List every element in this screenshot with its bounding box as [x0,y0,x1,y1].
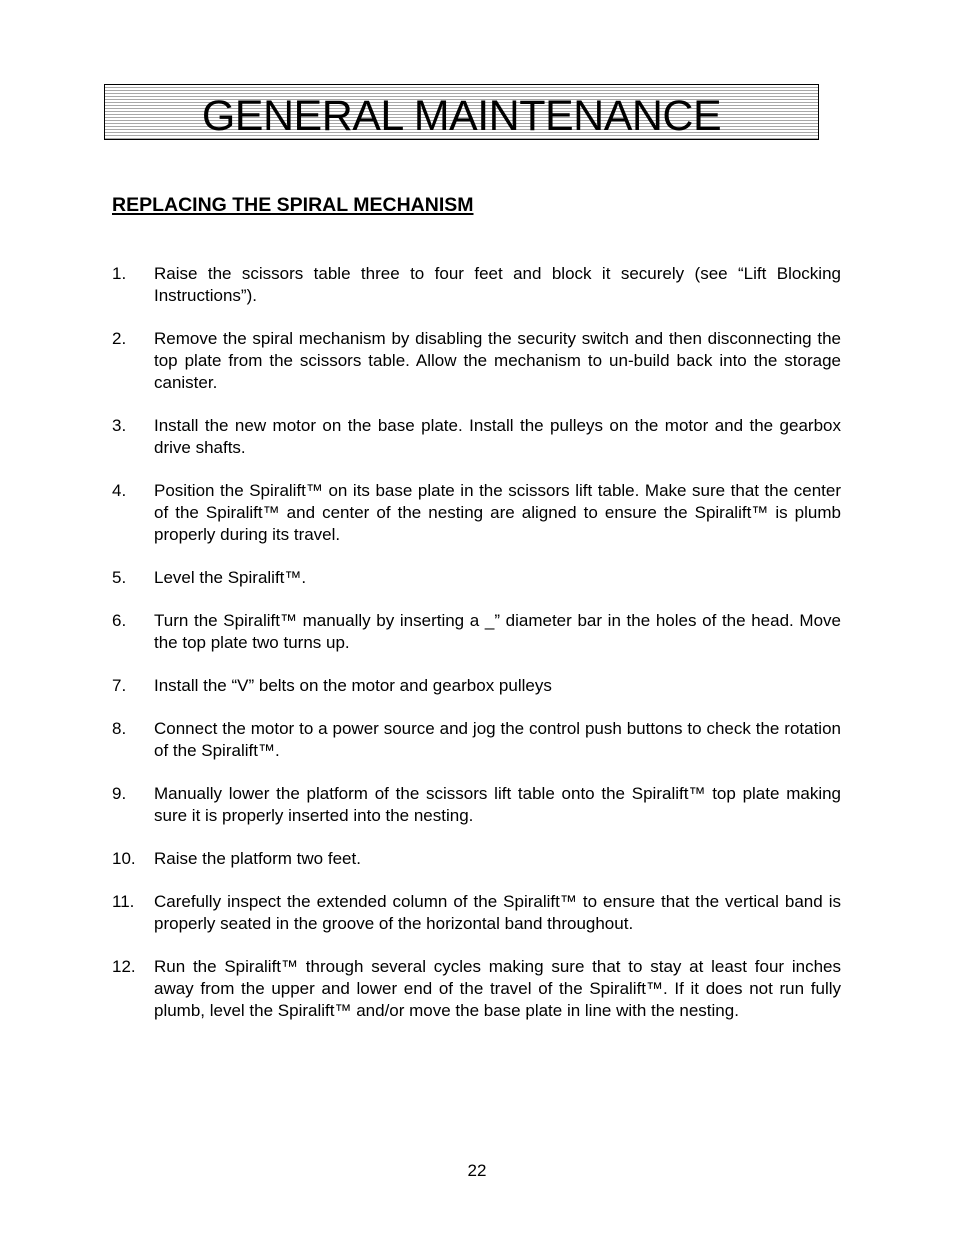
step-item [112,891,841,935]
steps-list [112,263,841,1043]
step-number: 3. [112,416,127,435]
step-text: Install the new motor on the base plate. Install the pulleys on the motor and the gearbox drive shafts. [154,416,841,457]
step-item [112,848,841,870]
page-number: 22 [467,1161,487,1180]
step-item [112,415,841,459]
step-item [112,610,841,654]
step-number: 8. [112,719,127,738]
title-banner [104,84,819,140]
step-text: Run the Spiralift™ through several cycles making sure that to stay at least four inches away from the upper and lower end of the travel of the Spiralift™. If it does not run fully plumb, level the Spiralift™ and/or move the base plate in line with the nesting. [154,957,841,1020]
step-number: 12. [112,957,136,976]
step-item [112,480,841,546]
step-text: Raise the scissors table three to four feet and block it securely (see “Lift Blocking Instructions”). [154,264,841,305]
step-item [112,263,841,307]
step-number: 6. [112,611,127,630]
step-item [112,956,841,1022]
page-title: GENERAL MAINTENANCE [201,92,722,140]
step-number: 10. [112,849,136,868]
step-text: Install the “V” belts on the motor and gearbox pulleys [154,676,552,695]
section-heading: REPLACING THE SPIRAL MECHANISM [112,194,474,216]
step-number: 9. [112,784,127,803]
step-text: Raise the platform two feet. [154,849,361,868]
step-number: 2. [112,329,127,348]
step-text: Turn the Spiralift™ manually by inserting a _” diameter bar in the holes of the head. Move the top plate two turns up. [154,611,841,652]
step-text: Manually lower the platform of the scissors lift table onto the Spiralift™ top plate making sure it is properly inserted into the nesting. [154,784,841,825]
step-text: Remove the spiral mechanism by disabling the security switch and then disconnecting the top plate from the scissors table. Allow the mechanism to un-build back into the storage canister. [154,329,841,392]
step-text: Position the Spiralift™ on its base plate in the scissors lift table. Make sure that the center of the Spiralift™ and center of the nesting are aligned to ensure the Spiralift™ is plumb properly during its travel. [154,481,841,544]
step-text: Carefully inspect the extended column of the Spiralift™ to ensure that the vertical band is properly seated in the groove of the horizontal band throughout. [154,892,841,933]
step-item [112,567,841,589]
step-text: Connect the motor to a power source and jog the control push buttons to check the rotation of the Spiralift™. [154,719,841,760]
step-number: 4. [112,481,127,500]
step-number: 1. [112,264,127,283]
step-item [112,675,841,697]
step-number: 5. [112,568,127,587]
step-item [112,328,841,394]
step-number: 7. [112,676,127,695]
step-number: 11. [112,892,135,911]
step-item [112,718,841,762]
step-item [112,783,841,827]
step-text: Level the Spiralift™. [154,568,307,587]
